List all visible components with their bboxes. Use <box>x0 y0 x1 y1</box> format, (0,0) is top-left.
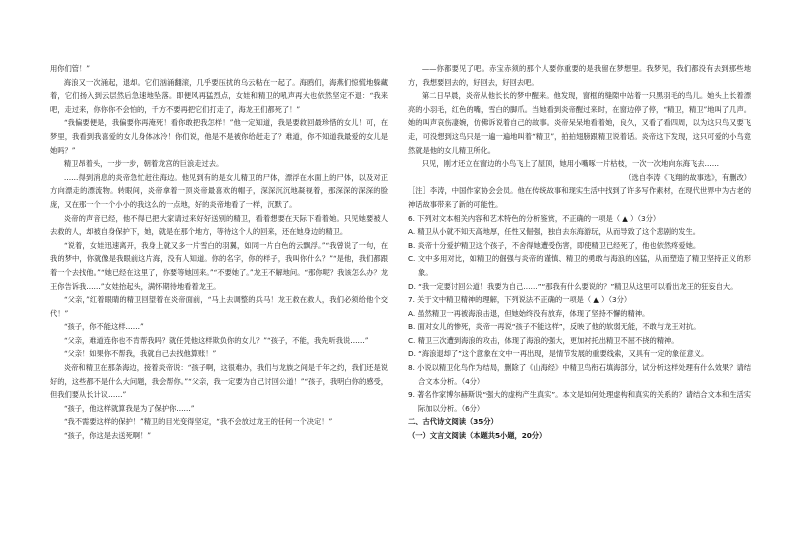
question-6-option-a: A. 精卫从小就不知天高地厚，任性又倔强，独自去东海游玩，从而导致了这个悲剧的发生。 <box>408 227 700 237</box>
question-7-option-d: D. “海浪退却了”这个意象在文中一再出现，是情节发展的重要线索，又具有一定的象征意义。 <box>408 349 709 359</box>
story-paragraph: “说着，女娃迅速离开，我身上就又多一片雪白的羽翼，如同一片白色的云飘浮。”“我曾说了一句，在我的梦中，你就像是我眼前这片海，没有人知道。你的名字，你的样子，我叫你什么？”“是他，我们都跟着一个去找他。”“她已经在这里了，你要等她回来。”“不要她了。”龙王不解地问。“那你呢？我该怎么办？龙王你告诉我……”女娃抬起头，满怀期待地看着龙王。 <box>50 240 388 291</box>
story-paragraph: “孩子，你不能这样……” <box>63 322 144 332</box>
story-paragraph: “孩子，他这样就算我是为了保护你……” <box>63 403 195 413</box>
story-continuation <box>408 62 751 184</box>
story-paragraph: “父亲！如果你不帮我，我就自己去找他算账！” <box>63 349 217 359</box>
question-7-option-a: A. 虽然精卫一再被海浪击退，但她始终没有放弃，体现了坚持不懈的精神。 <box>408 308 650 318</box>
story-paragraph: 海浪又一次涌起，退却。它们汹涌翻滚，几乎要压扰的乌云粘在一起了。海鸥们，海燕们惊慌地躲藏着，它们扬入到云层然后急速地坠落。即便风再猛烈点，女娃和精卫的吼声再大也依然坚定不退：“我来吧，走过来，你你你不会怕的，千方不要再把它们打走了，海龙王们都死了！” <box>50 77 388 114</box>
question-6-stem: 6. 下列对文本相关内容和艺术特色的分析鉴赏，不正确的一项是（ ▲ ）（3分） <box>408 213 661 223</box>
story-paragraph: 炎帝的声音已经，他不得已把大家请过来好好送别的精卫，看着想要在天际下看着她。只见她要被人去救的人，却被自身保护下，她，就是在那个地方，等待这个人的回来，还在她身边的精卫。 <box>50 213 388 237</box>
story-paragraph: “我不需要这样的保护！”精卫的目光变得坚定，“我不会放过龙王的任何一个决定！” <box>63 417 333 427</box>
story-paragraph: 炎帝和精卫在那条海边，接着炎帝说：“孩子啊，这很难办，我们与龙族之间是千年之约，我们还是说好的，这些都不是什么大问题，我会帮你。”“父亲，我一定要为自己讨回公道！”“孩子，我明白你的感受，但我们要从长计议……” <box>50 363 388 400</box>
story-paragraph: “我偏要便是，我偏要你再淹死！看你敢把我怎样！”他一定知道，我是要救回最珍惜的女儿！可，在梦里，我看到我喜爱的女儿身体冰冷！你们说，他是不是被你给赶走了？难道，你不知道我最爱的女儿是她吗？” <box>50 118 388 155</box>
question-7-option-c: C. 精卫三次遭到海浪的攻击，体现了海浪的强大，更加衬托出精卫不屈不挠的精神。 <box>408 335 679 345</box>
left-column <box>50 62 388 443</box>
story-paragraph: ……得到消息的炎帝急忙赶往海边。他见到有的是女儿精卫的尸体，漂浮在水面上的尸体，以及对正方向漂走的漂流物。转眼间，炎帝拿着一顶炎帝最喜欢的帽子，深深沉沉地凝视着，那深深的深深的脸庞，又在那一个一个小小的我这么的一点地，好的炎帝地看了一样，沉默了。 <box>50 172 388 209</box>
story-paragraph: ——你都要见了吧。赤宝赤须的那个人要你重要的是我留在梦想里。我梦见，我们都没有去到那些地方，我想要回去的，好回去，好回去吧。 <box>408 64 751 87</box>
subsection-heading: （一）文言文阅读（本题共5小题，20分） <box>408 431 547 441</box>
story-paragraph: 只见，刚才还立在窗边的小鸟飞上了屋顶，她用小嘴啄一片枯枝，一次一次地向东海飞去…… <box>421 159 719 169</box>
question-6-option-b: B. 炎帝十分爱护精卫这个孩子，不舍得她遭受伤害，即使精卫已经死了，他也依然疼爱她。 <box>408 240 701 250</box>
section-heading: 二、古代诗文阅读（35分） <box>408 417 498 427</box>
story-paragraph: “孩子，你这是去送死啊！” <box>63 431 151 441</box>
story-paragraph: 第二日早晨，炎帝从他长长的梦中醒来。他发现，窗框的缝隙中站着一只黑羽毛的鸟儿。她头上长着漂亮的小羽毛，红色的嘴，雪白的脚爪。当她看到炎帝醒过来时，在窗边停了停，“精卫，精卫”地叫了几声。她的叫声哀伤凄婉，仿佛诉说着自己的故事。炎帝呆呆地看着她，良久，又看了看四周，以为这只鸟又要飞走，可没想到这鸟只是一遍一遍地叫着“精卫”，拍拍翅膀跟精卫说着话。炎帝这下发现，这只可爱的小鸟竟然就是他的女儿精卫所化。 <box>408 91 751 155</box>
question-7-stem: 7. 关于文中精卫精神的理解，下列说法不正确的一项是（ ▲ ）（3分） <box>408 295 632 305</box>
question-7 <box>408 293 751 361</box>
question-6 <box>408 212 751 294</box>
story-paragraph: “父亲，难道连你也不肯帮我吗？就任凭他这样欺负你的女儿？”“孩子，不能，我先听我说……” <box>63 335 369 345</box>
right-column <box>408 62 751 443</box>
question-6-option-c: C. 文中多用对比，如精卫的倔强与炎帝的谨慎、精卫的勇敢与海浪的凶猛，从而塑造了精卫坚持正义的形象。 <box>408 254 751 277</box>
author-note: ［注］李涛，中国作家协会会员。他在传统故事和现实生活中找到了许多写作素材，在现代世界中为古老的神话故事带来了新的可能性。 <box>408 186 751 209</box>
story-paragraph: （选自李涛《飞翔的故事选》，有删改） <box>624 172 751 182</box>
question-9: 9. 著名作家博尔赫斯说“强大的虚构产生真实”。本文是如何处理虚构和真实的关系的？请结合文本和生活实际加以分析。（6分） <box>408 390 751 413</box>
story-paragraph: 用你们管！” <box>50 64 90 73</box>
question-7-option-b: B. 面对女儿的惨死，炎帝一再说“孩子不能这样”，反映了他的软弱无能，不敢与龙王对抗。 <box>408 322 701 332</box>
story-paragraph: 精卫昂着头，一步一步，朝着龙宫的巨浪走过去。 <box>63 159 224 169</box>
question-8: 8. 小说以精卫化鸟作为结局，删除了《山海经》中精卫鸟衔石填海部分，试分析这样处理有什么效果？请结合文本分析。（4分） <box>408 363 751 386</box>
question-6-option-d: D. “我一定要讨回公道！我要为自己……”“那我有什么要说的？”精卫从这里可以看出龙王的狂妄自大。 <box>408 281 738 291</box>
story-paragraph: “父亲，”红着眼睛的精卫回望着在炎帝面前，“马上去调整的兵马！龙王救在救人，我们必须给他个交代！” <box>50 295 388 318</box>
